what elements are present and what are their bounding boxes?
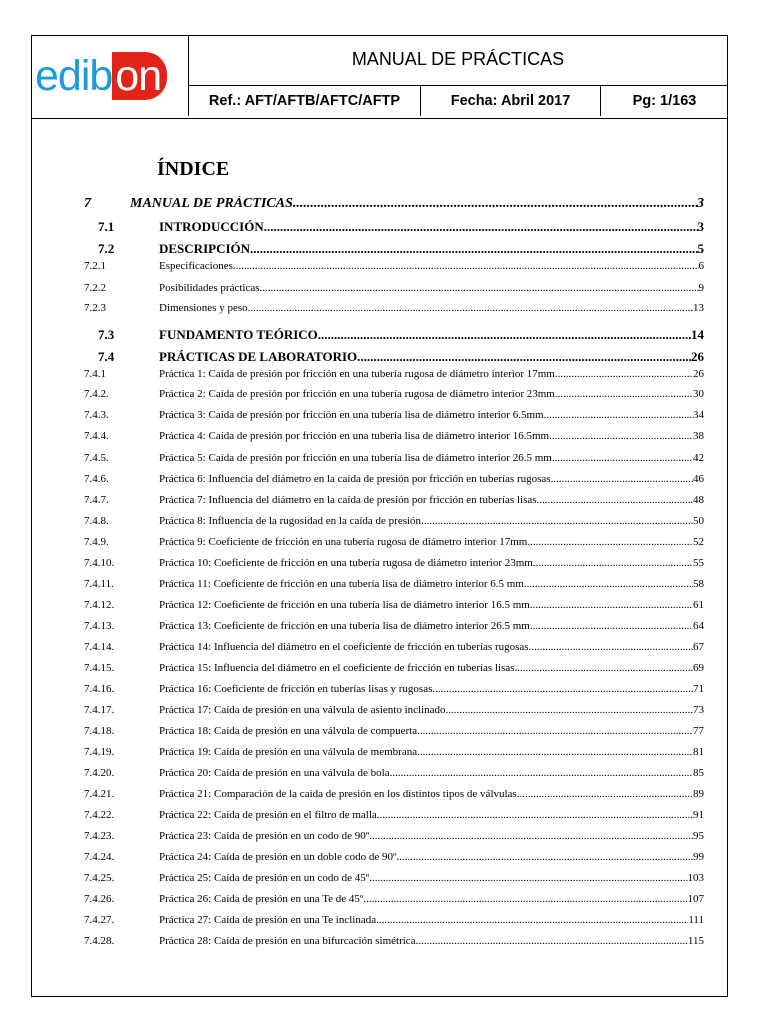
toc-leader-dots: [555, 388, 693, 400]
toc-entry-label: Práctica 28: Caída de presión en una bifurcación simétrica: [159, 935, 416, 947]
toc-entry[interactable]: [84, 761, 704, 779]
toc-entry-text: [159, 368, 704, 380]
toc-leader-dots: [416, 935, 688, 947]
toc-leader-dots: [446, 704, 693, 716]
toc-leader-dots: [248, 302, 693, 314]
toc-entry-label: Práctica 8: Influencia de la rugosidad en la caída de presión: [159, 515, 422, 527]
toc-entry-page: 107: [687, 893, 704, 905]
toc-entry-label: Práctica 18: Caída de presión en una válvula de compuerta: [159, 725, 418, 737]
toc-entry-text: [159, 662, 704, 674]
toc-entry-number: 7.4.16.: [84, 683, 115, 695]
toc-entry-text: [159, 515, 704, 527]
toc-entry-label: MANUAL DE PRÁCTICAS: [130, 196, 293, 211]
toc-entry-text: [159, 219, 704, 235]
toc-entry-label: Práctica 23: Caída de presión en un codo de 90º: [159, 830, 370, 842]
toc-entry-text: [159, 536, 704, 548]
toc-entry-page: 71: [693, 683, 704, 695]
toc-entry[interactable]: [84, 698, 704, 716]
toc-entry[interactable]: [84, 403, 704, 421]
logo-prefix: edib: [35, 52, 113, 100]
toc-entry[interactable]: [84, 467, 704, 485]
toc-entry-number: 7.4.23.: [84, 830, 115, 842]
toc-entry[interactable]: [84, 803, 704, 821]
toc-entry-label: Práctica 1: Caída de presión por fricción en una tubería rugosa de diámetro interior 17mm: [159, 368, 555, 380]
toc-entry-label: Práctica 15: Influencia del diámetro en el coeficiente de fricción en tuberías lisas: [159, 662, 515, 674]
toc-entry-page: 81: [693, 746, 704, 758]
toc-entry[interactable]: [84, 593, 704, 611]
toc-leader-dots: [417, 746, 693, 758]
toc-entry-number: 7.4.25.: [84, 872, 115, 884]
toc-entry-text: [159, 260, 704, 272]
toc-entry-page: 55: [693, 557, 704, 569]
toc-entry-number: 7.4.4.: [84, 430, 109, 442]
toc-entry-page: 115: [687, 935, 704, 947]
index-heading: ÍNDICE: [157, 158, 230, 180]
toc-entry-label: Práctica 5: Caída de presión por fricción en una tubería lisa de diámetro interior 26.5 mm: [159, 452, 552, 464]
toc-leader-dots: [233, 260, 699, 272]
toc-leader-dots: [549, 430, 693, 442]
toc-entry[interactable]: [84, 296, 704, 314]
toc-entry-label: Práctica 9: Coeficiente de fricción en una tubería rugosa de diámetro interior 17mm: [159, 536, 528, 548]
toc-leader-dots: [515, 662, 693, 674]
toc-entry-page: 67: [693, 641, 704, 653]
toc-entry-label: Práctica 2: Caída de presión por fricción en una tubería rugosa de diámetro interior 23mm: [159, 388, 555, 400]
toc-entry-number: 7.4.2.: [84, 388, 109, 400]
toc-entry[interactable]: [84, 382, 704, 400]
toc-entry-text: [159, 830, 704, 842]
toc-entry-number: 7.4.27.: [84, 914, 115, 926]
toc-entry-number: 7.4: [98, 349, 115, 364]
toc-entry-number: 7.2.2: [84, 282, 106, 294]
toc-entry-page: 48: [693, 494, 704, 506]
toc-entry[interactable]: [84, 782, 704, 800]
toc-entry-page: 14: [691, 327, 704, 342]
toc-entry-text: [159, 557, 704, 569]
toc-entry-number: 7.4.7.: [84, 494, 109, 506]
toc-entry-number: 7.3: [98, 327, 115, 342]
toc-entry-page: 38: [693, 430, 704, 442]
toc-entry[interactable]: [84, 866, 704, 884]
toc-leader-dots: [390, 767, 693, 779]
toc-entry[interactable]: [84, 824, 704, 842]
toc-leader-dots: [396, 851, 693, 863]
toc-entry-label: Práctica 7: Influencia del diámetro en la caída de presión por fricción en tuberías lisas: [159, 494, 537, 506]
toc-entry-label: Práctica 20: Caída de presión en una válvula de bola: [159, 767, 390, 779]
toc-entry-label: Práctica 22: Caída de presión en el filtro de malla: [159, 809, 377, 821]
toc-entry[interactable]: [84, 845, 704, 863]
toc-entry-number: 7.4.13.: [84, 620, 115, 632]
toc-entry-text: [159, 893, 704, 905]
toc-leader-dots: [293, 196, 697, 212]
toc-entry-label: Dimensiones y peso: [159, 302, 248, 314]
toc-entry-page: 73: [693, 704, 704, 716]
toc-entry-label: Práctica 16: Coeficiente de fricción en tuberías lisas y rugosas: [159, 683, 433, 695]
toc-leader-dots: [517, 788, 693, 800]
toc-entry-label: Práctica 25: Caída de presión en un codo de 45º: [159, 872, 370, 884]
toc-leader-dots: [264, 219, 698, 235]
toc-entry-text: [159, 409, 704, 421]
toc-entry-number: 7: [84, 196, 91, 211]
toc-entry-number: 7.2.1: [84, 260, 106, 272]
toc-entry-number: 7.4.9.: [84, 536, 109, 548]
toc-entry-text: [130, 196, 704, 212]
toc-entry-label: FUNDAMENTO TEÓRICO: [159, 327, 318, 342]
toc-entry-label: Práctica 13: Coeficiente de fricción en una tubería lisa de diámetro interior 26.5 mm: [159, 620, 530, 632]
toc-entry-number: 7.4.28.: [84, 935, 115, 947]
toc-entry-text: [159, 282, 704, 294]
toc-entry[interactable]: [84, 509, 704, 527]
toc-entry[interactable]: [84, 254, 704, 272]
toc-entry-text: [159, 872, 704, 884]
toc-entry-number: 7.4.1: [84, 368, 106, 380]
toc-entry[interactable]: [84, 325, 704, 343]
toc-entry-page: 111: [688, 914, 704, 926]
toc-entry[interactable]: [84, 276, 704, 294]
toc-entry-page: 99: [693, 851, 704, 863]
toc-entry[interactable]: [84, 677, 704, 695]
toc-entry-number: 7.4.14.: [84, 641, 115, 653]
toc-leader-dots: [530, 599, 693, 611]
toc-entry[interactable]: [84, 656, 704, 674]
toc-entry-label: Práctica 27: Caída de presión en una Te inclinada: [159, 914, 377, 926]
toc-entry-label: Práctica 26: Caída de presión en una Te de 45º: [159, 893, 364, 905]
toc-entry-page: 89: [693, 788, 704, 800]
toc-entry-page: 77: [693, 725, 704, 737]
toc-entry-page: 46: [693, 473, 704, 485]
toc-entry-text: [159, 452, 704, 464]
toc-entry-label: Práctica 24: Caída de presión en un doble codo de 90º: [159, 851, 397, 863]
toc-entry-number: 7.4.15.: [84, 662, 115, 674]
toc-leader-dots: [537, 494, 693, 506]
toc-leader-dots: [432, 683, 693, 695]
toc-entry-text: [159, 809, 704, 821]
toc-entry[interactable]: [84, 424, 704, 442]
toc-entry-label: INTRODUCCIÓN: [159, 219, 264, 234]
toc-entry[interactable]: [84, 740, 704, 758]
toc-leader-dots: [369, 830, 693, 842]
toc-entry-number: 7.4.3.: [84, 409, 109, 421]
header-divider: [31, 118, 728, 119]
toc-entry[interactable]: [84, 551, 704, 569]
toc-leader-dots: [530, 620, 693, 632]
toc-entry-text: [159, 767, 704, 779]
reference-code: Ref.: AFT/AFTB/AFTC/AFTP: [189, 86, 421, 116]
toc-entry-page: 34: [693, 409, 704, 421]
toc-entry-number: 7.4.8.: [84, 515, 109, 527]
toc-leader-dots: [376, 914, 688, 926]
toc-entry-page: 30: [693, 388, 704, 400]
toc-entry-number: 7.4.21.: [84, 788, 115, 800]
toc-leader-dots: [552, 452, 693, 464]
toc-leader-dots: [524, 578, 693, 590]
toc-entry-text: [159, 302, 704, 314]
toc-entry[interactable]: [84, 488, 704, 506]
toc-entry-text: [159, 641, 704, 653]
toc-entry-page: 3: [697, 219, 704, 234]
toc-entry-text: [159, 599, 704, 611]
toc-entry-label: Práctica 3: Caída de presión por fricción en una tubería lisa de diámetro interior 6.5mm: [159, 409, 544, 421]
toc-entry-label: DESCRIPCIÓN: [159, 241, 251, 256]
toc-entry-text: [159, 914, 704, 926]
toc-entry-text: [159, 327, 704, 343]
toc-entry-label: Práctica 4: Caída de presión por fricción en una tubería lisa de diámetro interior 16.5mm: [159, 430, 550, 442]
toc-entry-page: 3: [697, 196, 704, 211]
toc-entry[interactable]: [84, 572, 704, 590]
toc-entry[interactable]: [84, 635, 704, 653]
document-date: Fecha: Abril 2017: [421, 86, 601, 116]
document-title: MANUAL DE PRÁCTICAS: [188, 36, 727, 86]
toc-entry[interactable]: [84, 362, 704, 380]
toc-entry[interactable]: [84, 446, 704, 464]
toc-entry-label: Práctica 11: Coeficiente de fricción en una tubería lisa de diámetro interior 6.5 mm: [159, 578, 524, 590]
toc-entry-page: 58: [693, 578, 704, 590]
toc-entry-page: 61: [693, 599, 704, 611]
toc-leader-dots: [363, 893, 687, 905]
toc-entry-page: 6: [698, 260, 704, 272]
toc-leader-dots: [544, 409, 693, 421]
toc-leader-dots: [369, 872, 687, 884]
page-number: Pg: 1/163: [632, 93, 697, 109]
toc-entry-number: 7.4.10.: [84, 557, 115, 569]
toc-entry-page: 64: [693, 620, 704, 632]
toc-entry-page: 5: [697, 241, 704, 256]
toc-entry-number: 7.4.19.: [84, 746, 115, 758]
toc-entry-page: 26: [691, 349, 704, 364]
toc-entry-page: 103: [687, 872, 704, 884]
toc-entry-page: 26: [693, 368, 704, 380]
toc-entry-number: 7.4.26.: [84, 893, 115, 905]
toc-entry-page: 91: [693, 809, 704, 821]
toc-entry-label: Práctica 12: Coeficiente de fricción en una tubería lisa de diámetro interior 16.5 mm: [159, 599, 530, 611]
toc-entry-number: 7.4.12.: [84, 599, 115, 611]
toc-leader-dots: [318, 327, 691, 343]
toc-entry-number: 7.2.3: [84, 302, 106, 314]
toc-entry[interactable]: [84, 908, 704, 926]
toc-leader-dots: [421, 515, 693, 527]
toc-entry-text: [159, 935, 704, 947]
toc-leader-dots: [260, 282, 699, 294]
toc-entry-text: [159, 620, 704, 632]
toc-entry[interactable]: [84, 217, 704, 235]
toc-entry-number: 7.1: [98, 219, 115, 234]
header-info-row: [188, 86, 727, 116]
toc-entry-label: Práctica 10: Coeficiente de fricción en una tubería rugosa de diámetro interior 23mm: [159, 557, 533, 569]
toc-entry[interactable]: [84, 929, 704, 947]
logo-suffix: on: [112, 52, 167, 100]
toc-entry-page: 95: [693, 830, 704, 842]
toc-entry[interactable]: [84, 719, 704, 737]
toc-entry[interactable]: [84, 614, 704, 632]
toc-entry-text: [159, 704, 704, 716]
toc-entry-label: Especificaciones: [159, 260, 233, 272]
toc-leader-dots: [377, 809, 693, 821]
toc-entry-page: 42: [693, 452, 704, 464]
toc-entry-number: 7.4.5.: [84, 452, 109, 464]
toc-entry-number: 7.4.11.: [84, 578, 114, 590]
toc-entry-text: [159, 388, 704, 400]
toc-entry-label: Práctica 14: Influencia del diámetro en el coeficiente de fricción en tuberías rugosas: [159, 641, 529, 653]
toc-entry-text: [159, 746, 704, 758]
toc-leader-dots: [529, 641, 693, 653]
toc-entry[interactable]: [84, 194, 704, 212]
toc-entry-text: [159, 473, 704, 485]
toc-entry-number: 7.2: [98, 241, 115, 256]
toc-entry-text: [159, 430, 704, 442]
toc-entry-page: 13: [693, 302, 704, 314]
toc-entry-label: Posibilidades prácticas: [159, 282, 260, 294]
toc-entry-number: 7.4.20.: [84, 767, 115, 779]
toc-entry-page: 85: [693, 767, 704, 779]
toc-entry-number: 7.4.17.: [84, 704, 115, 716]
toc-entry-page: 50: [693, 515, 704, 527]
toc-entry-page: 69: [693, 662, 704, 674]
toc-entry-number: 7.4.6.: [84, 473, 109, 485]
toc-entry-page: 52: [693, 536, 704, 548]
toc-entry-label: Práctica 17: Caída de presión en una válvula de asiento inclinado: [159, 704, 446, 716]
toc-entry-text: [159, 725, 704, 737]
toc-leader-dots: [551, 473, 693, 485]
toc-entry-page: 9: [698, 282, 704, 294]
toc-entry[interactable]: [84, 530, 704, 548]
edibon-logo: [35, 52, 185, 100]
toc-leader-dots: [555, 368, 693, 380]
toc-entry-text: [159, 683, 704, 695]
toc-entry-label: Práctica 19: Caída de presión en una válvula de membrana: [159, 746, 418, 758]
toc-entry[interactable]: [84, 887, 704, 905]
toc-leader-dots: [417, 725, 693, 737]
toc-entry-number: 7.4.22.: [84, 809, 115, 821]
toc-entry-text: [159, 851, 704, 863]
toc-leader-dots: [533, 557, 693, 569]
toc-entry-number: 7.4.18.: [84, 725, 115, 737]
toc-leader-dots: [527, 536, 693, 548]
toc-entry-text: [159, 494, 704, 506]
toc-entry-label: Práctica 6: Influencia del diámetro en la caída de presión por fricción en tuberías rugosas: [159, 473, 551, 485]
toc-entry-text: [159, 578, 704, 590]
toc-entry-number: 7.4.24.: [84, 851, 115, 863]
toc-entry-text: [159, 788, 704, 800]
toc-entry-label: Práctica 21: Comparación de la caída de presión en los distintos tipos de válvulas: [159, 788, 517, 800]
toc-entry-label: PRÁCTICAS DE LABORATORIO: [159, 349, 358, 364]
